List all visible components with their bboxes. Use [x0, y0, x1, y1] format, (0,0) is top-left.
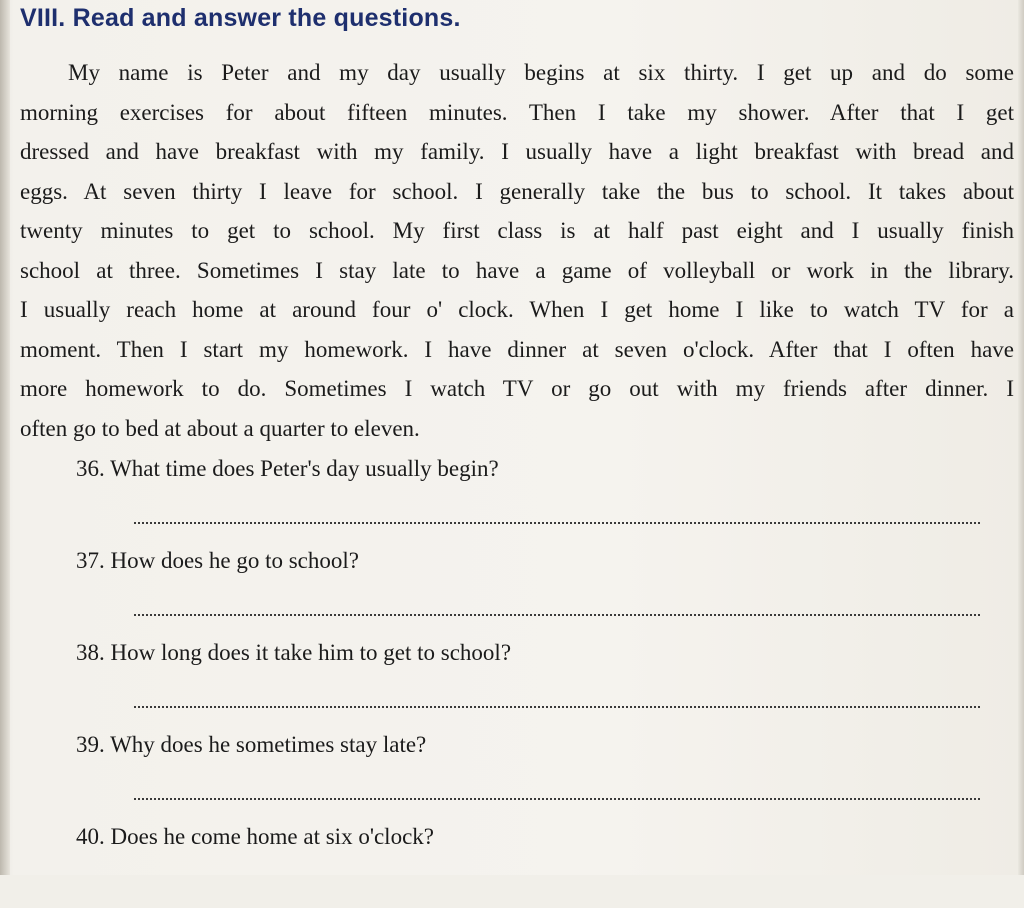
question-text: 39. Why does he sometimes stay late?: [76, 732, 427, 757]
reading-passage: [20, 53, 1014, 448]
question-item: [76, 816, 996, 908]
passage-line: eggs. At seven thirty I leave for school. I generally take the bus to school. It takes about: [20, 178, 1014, 204]
passage-line: morning exercises for about fifteen minutes. Then I take my shower. After that I get: [20, 99, 1014, 125]
passage-line: I usually reach home at around four o' clock. When I get home I like to watch TV for a: [20, 297, 1014, 322]
passage-line: more homework to do. Sometimes I watch TV or go out with my friends after dinner. I: [20, 376, 1014, 401]
question-item: [76, 632, 996, 724]
answer-line[interactable]: [134, 682, 980, 708]
passage-line: My name is Peter and my day usually begins at six thirty. I get up and do some: [68, 60, 1014, 85]
passage-line: often go to bed at about a quarter to eleven.: [20, 415, 420, 441]
answer-line[interactable]: [134, 590, 980, 616]
passage-line: moment. Then I start my homework. I have dinner at seven o'clock. After that I often have: [20, 336, 1014, 362]
passage-line: dressed and have breakfast with my family. I usually have a light breakfast with bread and: [20, 139, 1014, 164]
question-item: [76, 448, 996, 540]
passage-line: school at three. Sometimes I stay late to have a game of volleyball or work in the library.: [20, 257, 1014, 283]
question-text: 40. Does he come home at six o'clock?: [76, 824, 434, 849]
question-text: 36. What time does Peter's day usually begin?: [76, 456, 499, 481]
answer-line[interactable]: [134, 774, 980, 800]
page-right-edge: [1018, 0, 1024, 875]
section-heading: VIII. Read and answer the questions.: [20, 4, 461, 32]
question-list: [76, 448, 996, 908]
passage-line: twenty minutes to get to school. My first class is at half past eight and I usually finish: [20, 218, 1014, 243]
question-item: [76, 724, 996, 816]
question-item: [76, 540, 996, 632]
page-binding-edge: [0, 0, 10, 875]
question-text: 37. How does he go to school?: [76, 548, 359, 573]
answer-line[interactable]: [134, 498, 980, 524]
question-text: 38. How long does it take him to get to school?: [76, 640, 512, 665]
